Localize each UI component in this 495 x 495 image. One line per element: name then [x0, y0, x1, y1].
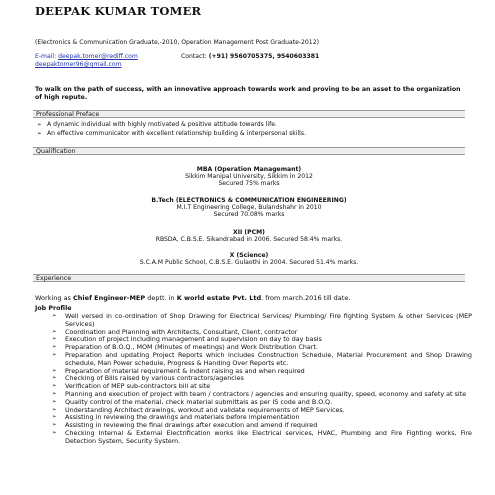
section-header-experience: Experience	[33, 274, 465, 282]
candidate-name: DEEPAK KUMAR TOMER	[35, 4, 202, 18]
arrow-bullet-icon: ➢	[52, 398, 57, 405]
list-item: ➢ Preparation of material requirement & indent raising as and when required	[52, 366, 305, 375]
list-item: ➢ Planning and execution of project with team / contractors / agencies and ensuring quality, speed, economy and safety at site	[52, 389, 467, 398]
qualification-entry	[33, 229, 465, 243]
arrow-bullet-icon: ➢	[52, 429, 57, 436]
degree-title: XII (PCM)	[233, 229, 265, 236]
degree-institution: M.I.T Engineering College, Bulandshahr in 2010	[176, 204, 322, 212]
company-name: K world estate Pvt. Ltd	[176, 294, 262, 302]
arrow-bullet-icon: ➢	[52, 375, 57, 382]
career-objective: To walk on the path of success, with an innovative approach towards work and proving to be an asset to the organization of high repute.	[35, 86, 461, 101]
arrow-bullet-icon: ➢	[52, 390, 57, 397]
arrow-bullet-icon: ➢	[52, 414, 57, 421]
degree-institution: S.C.A.M Public School, C.B.S.E. Gulaothi in 2004. Secured 51.4% marks.	[139, 259, 359, 267]
arrow-bullet-icon: ➢	[52, 336, 57, 343]
qualification-entry	[33, 252, 465, 266]
arrow-bullet-icon: ➢	[52, 406, 57, 413]
current-position: Working as Chief Engineer-MEP deptt. in K world estate Pvt. Ltd. from march.2016 till date.	[35, 294, 351, 302]
contact-numbers: (+91) 9560705375, 9540603381	[208, 53, 320, 60]
degree-marks: Secured 70.08% marks	[213, 211, 285, 219]
list-item: ➢ Preparation and updating Project Reports which includes Construction Schedule, Material Procurement and Shop Drawing schedule, Man Power schedule, Progress & Handing Over Reports etc.	[52, 350, 472, 367]
list-item: ➢ Assisting in reviewing the final drawings after execution and amend if required	[52, 421, 318, 430]
candidate-subtitle: (Electronics & Communication Graduate,-2010, Operation Management Post Graduate-2012)	[35, 39, 319, 46]
arrow-bullet-icon: ➢	[52, 422, 57, 429]
contact-row	[181, 53, 319, 60]
arrow-bullet-icon: ➢	[52, 383, 57, 390]
list-item: ➢ Checking Internal & External Electrification works like Electrical services, HVAC, Plumbing and Fire Fighting works, Fire Detection System, Security System.	[52, 428, 472, 445]
qualification-entry	[33, 166, 465, 188]
degree-title: B.Tech (ELECTRONICS & COMMUNICATION ENGINEERING)	[151, 197, 347, 204]
list-item: ➢ Quality control of the material, check material submittals as per IS code and B.O.Q.	[52, 397, 333, 406]
list-item: ➢ Well versed in co-ordination of Shop Drawing for Electrical Services/ Plumbing/ Fire fighting System & other Services (MEP Services)	[52, 312, 472, 328]
degree-title: MBA (Operation Managemant)	[196, 166, 302, 173]
duties-list	[52, 313, 472, 446]
email-row	[35, 53, 138, 60]
job-role: Chief Engineer-MEP	[73, 294, 146, 302]
job-profile-label: Job Profile	[35, 305, 72, 312]
degree-institution: Sikkim Manipal University, Sikkim in 2012	[185, 173, 313, 181]
list-item: ➢ Coordination and Planning with Architects, Consultant, Client, contractor	[52, 327, 298, 336]
arrow-bullet-icon: ➢	[52, 367, 57, 374]
email-link-secondary[interactable]: deepaktomer96@gmail.com	[35, 61, 122, 68]
list-item: ➢ Understanding Architect drawings, workout and validate requirements of MEP Services.	[52, 405, 345, 414]
degree-marks: Secured 75% marks	[218, 180, 280, 188]
section-header-qualification: Qualification	[33, 147, 465, 155]
arrow-bullet-icon: ➢	[37, 131, 42, 137]
list-item: ➢ Checking of Bills raised by various contractors/agencies	[52, 374, 244, 383]
arrow-bullet-icon: ➢	[52, 328, 57, 335]
list-item: ➢ Preparation of B.O.Q., MOM (Minutes of meetings) and Work Distribution Chart.	[52, 343, 318, 352]
list-item: ➢ Execution of project including management and supervision on day to day basis	[52, 335, 322, 344]
email-link-primary[interactable]: deepak.tomer@rediff.com	[58, 53, 138, 60]
contact-label: Contact:	[181, 53, 207, 60]
degree-institution: RBSDA, C.B.S.E. Sikandrabad in 2006. Secured 58.4% marks.	[155, 236, 343, 244]
arrow-bullet-icon: ➢	[52, 344, 57, 351]
list-item: ➢ Verification of MEP sub-contractors bill at site	[52, 382, 211, 391]
section-header-preface: Professional Preface	[33, 110, 465, 118]
preface-item: ➢ An effective communicator with excellent relationship building & interpersonal skills.	[37, 130, 306, 137]
email-label: E-mail:	[35, 53, 57, 60]
list-item: ➢ Assisting in reviewing the drawings and materials before implementation	[52, 413, 300, 422]
arrow-bullet-icon: ➢	[52, 313, 57, 319]
arrow-bullet-icon: ➢	[37, 122, 42, 128]
preface-item: ➢ A dynamic individual with highly motivated & positive attitude towards life.	[37, 121, 277, 128]
arrow-bullet-icon: ➢	[52, 351, 57, 358]
degree-title: X (Science)	[229, 252, 269, 259]
qualification-entry	[33, 197, 465, 219]
